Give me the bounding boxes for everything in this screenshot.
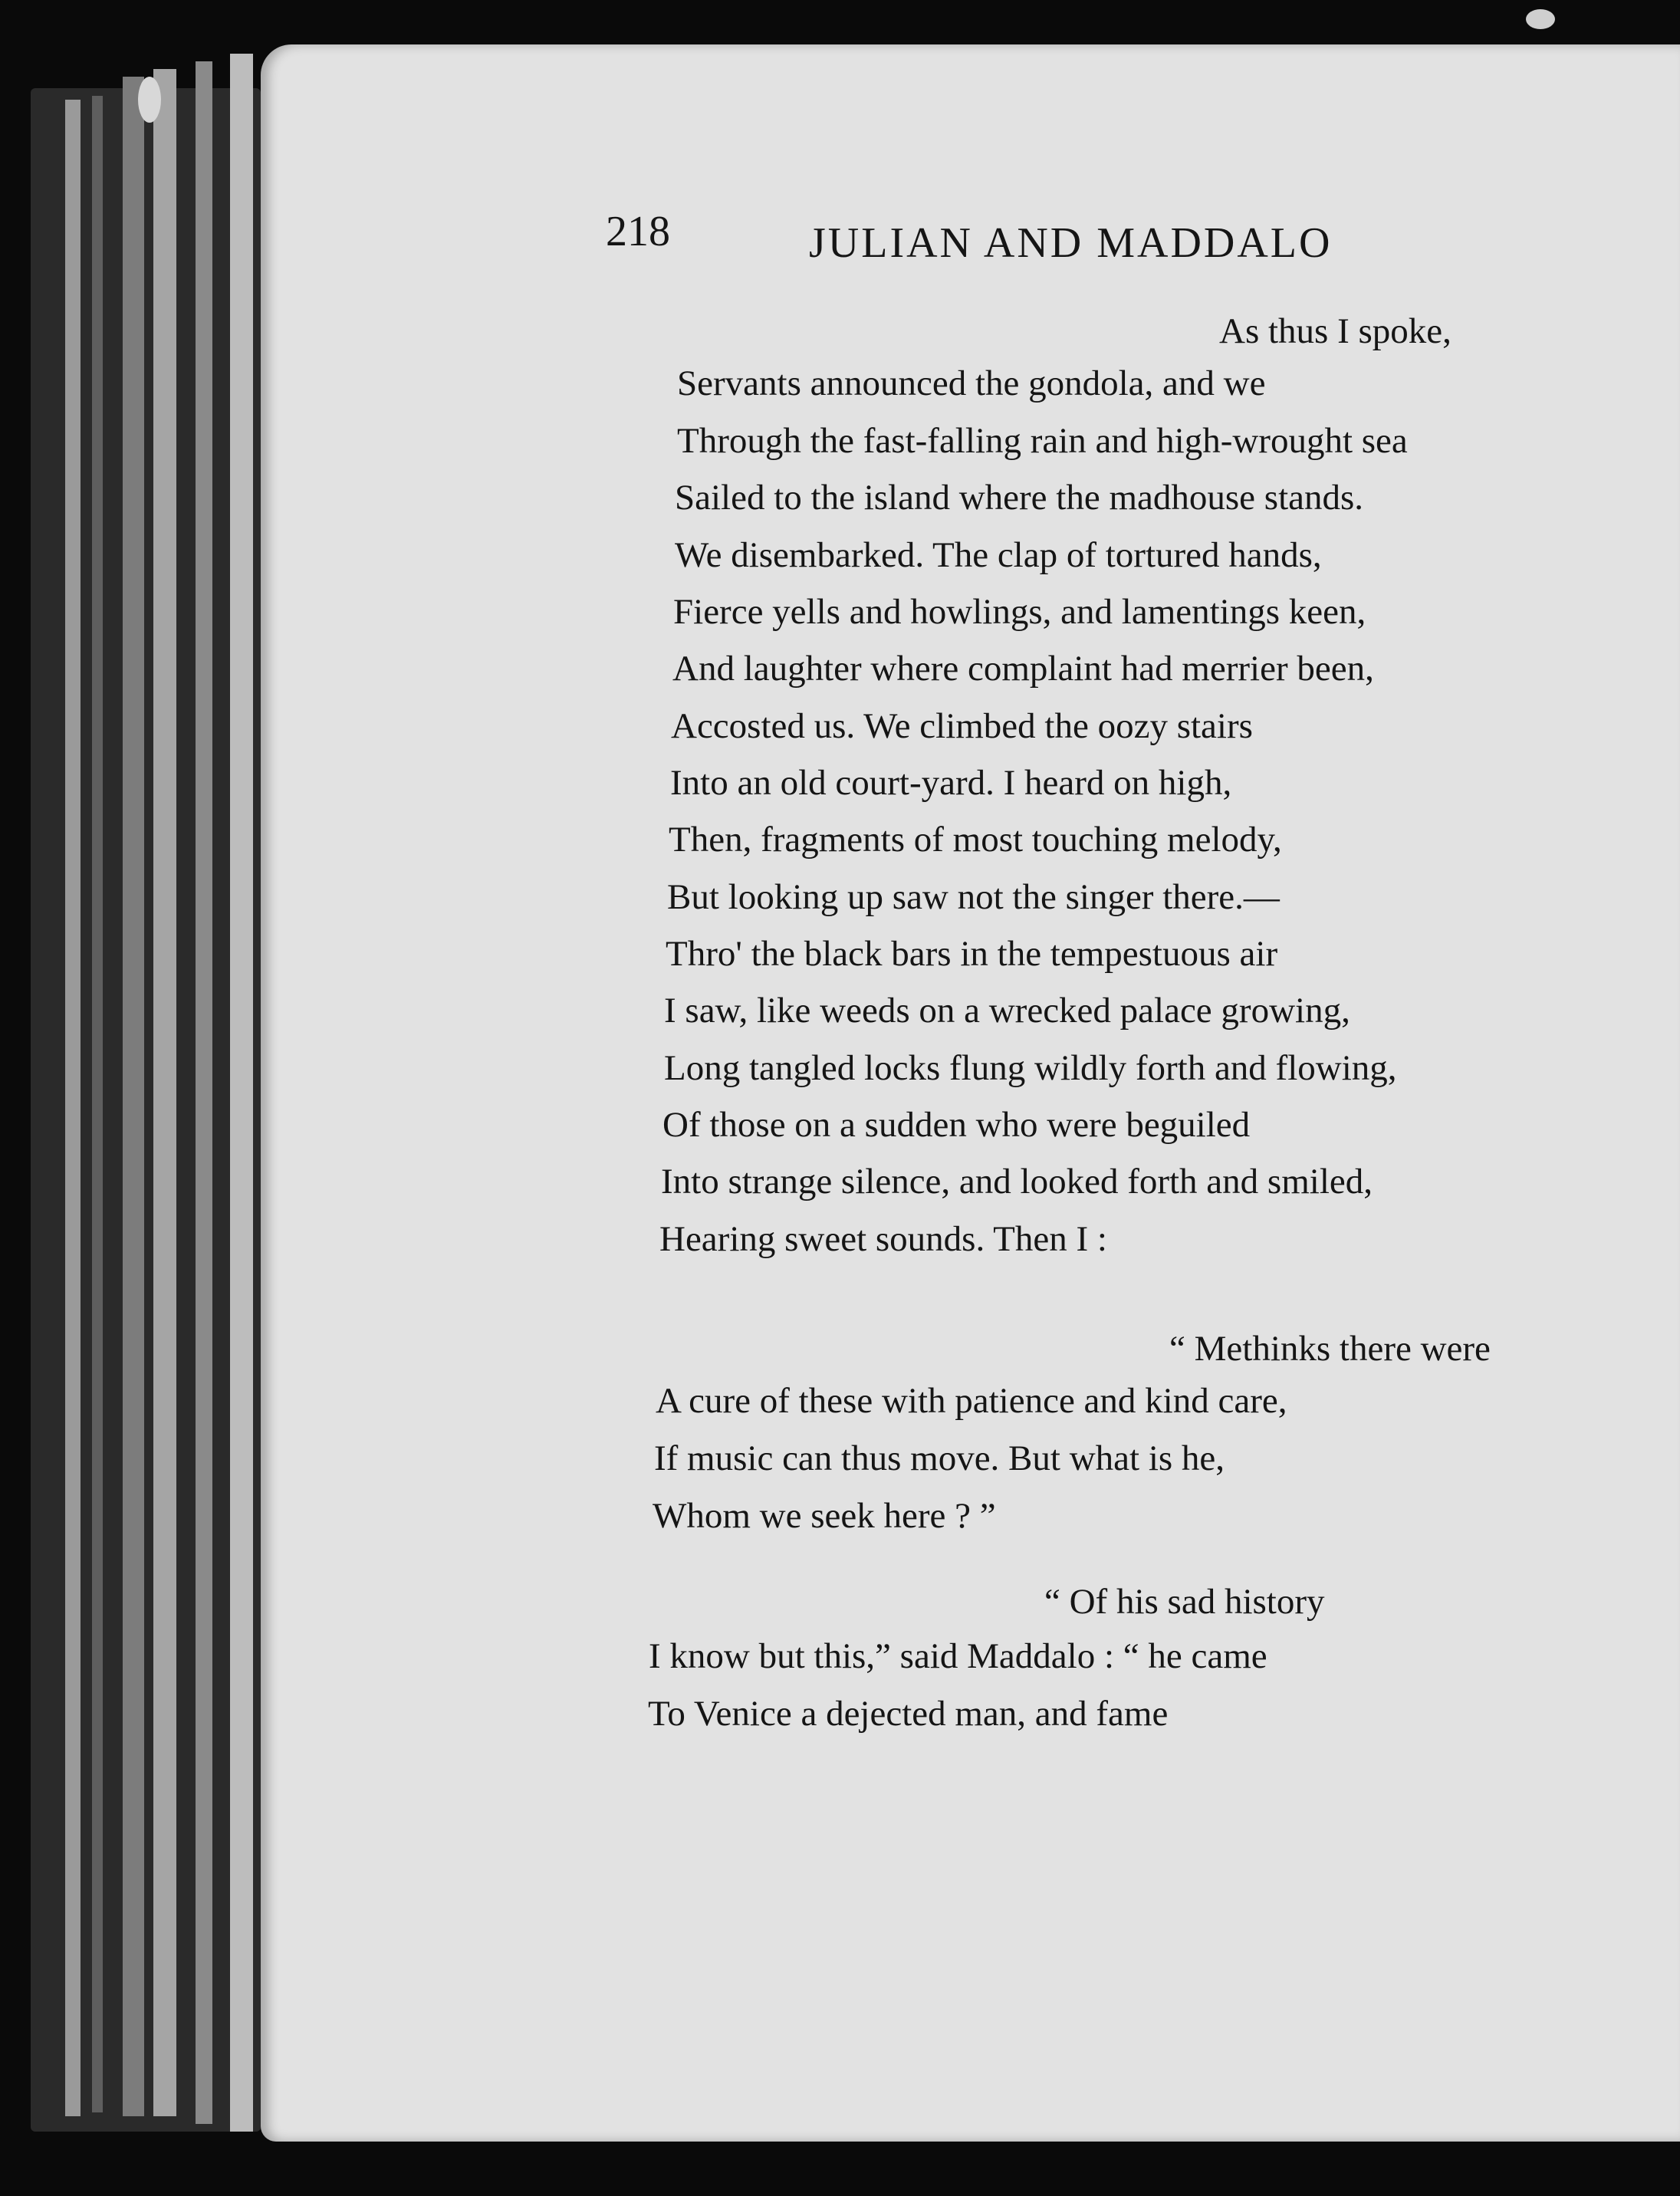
dust-speck: [1526, 9, 1555, 29]
poem-line: Into strange silence, and looked forth and smiled,: [661, 1162, 1373, 1202]
poem-line: Into an old court-yard. I heard on high,: [670, 763, 1232, 803]
poem-line: Then, fragments of most touching melody,: [669, 820, 1282, 860]
poem-line: As thus I spoke,: [1219, 311, 1452, 351]
poem-line: Thro' the black bars in the tempestuous air: [666, 934, 1278, 974]
page-edge-highlight: [92, 96, 103, 2112]
poem-line: “ Of his sad history: [1044, 1582, 1325, 1622]
page-number: 218: [606, 208, 670, 255]
poem-line: “ Methinks there were: [1169, 1329, 1491, 1369]
poem-line: Servants announced the gondola, and we: [677, 363, 1266, 403]
poem-line: Whom we seek here ? ”: [653, 1496, 996, 1536]
running-head: JULIAN AND MADDALO: [809, 219, 1333, 267]
poem-line: If music can thus move. But what is he,: [654, 1438, 1225, 1478]
page-edge-highlight: [123, 77, 144, 2116]
poem-line: I know but this,” said Maddalo : “ he came: [649, 1636, 1267, 1676]
page-edge-highlight: [196, 61, 212, 2124]
book-page: [261, 44, 1680, 2142]
page-edge-highlight: [230, 54, 253, 2132]
poem-line: Hearing sweet sounds. Then I :: [659, 1219, 1107, 1259]
poem-line: Sailed to the island where the madhouse stands.: [675, 478, 1364, 518]
page-edge-highlight: [153, 69, 176, 2116]
dust-speck: [138, 77, 161, 123]
page-edge-highlight: [65, 100, 81, 2116]
poem-line: Fierce yells and howlings, and lamentings keen,: [673, 592, 1366, 632]
poem-line: Of those on a sudden who were beguiled: [662, 1105, 1251, 1145]
poem-line: But looking up saw not the singer there.—: [667, 877, 1280, 917]
poem-line: Long tangled locks flung wildly forth and flowing,: [664, 1048, 1397, 1088]
poem-line: To Venice a dejected man, and fame: [648, 1694, 1169, 1734]
poem-line: We disembarked. The clap of tortured hands,: [675, 535, 1322, 575]
poem-line: A cure of these with patience and kind care,: [656, 1381, 1287, 1421]
poem-line: Through the fast-falling rain and high-wrought sea: [677, 421, 1408, 461]
poem-line: And laughter where complaint had merrier been,: [672, 649, 1374, 689]
poem-line: Accosted us. We climbed the oozy stairs: [671, 706, 1253, 746]
poem-line: I saw, like weeds on a wrecked palace growing,: [664, 991, 1350, 1031]
